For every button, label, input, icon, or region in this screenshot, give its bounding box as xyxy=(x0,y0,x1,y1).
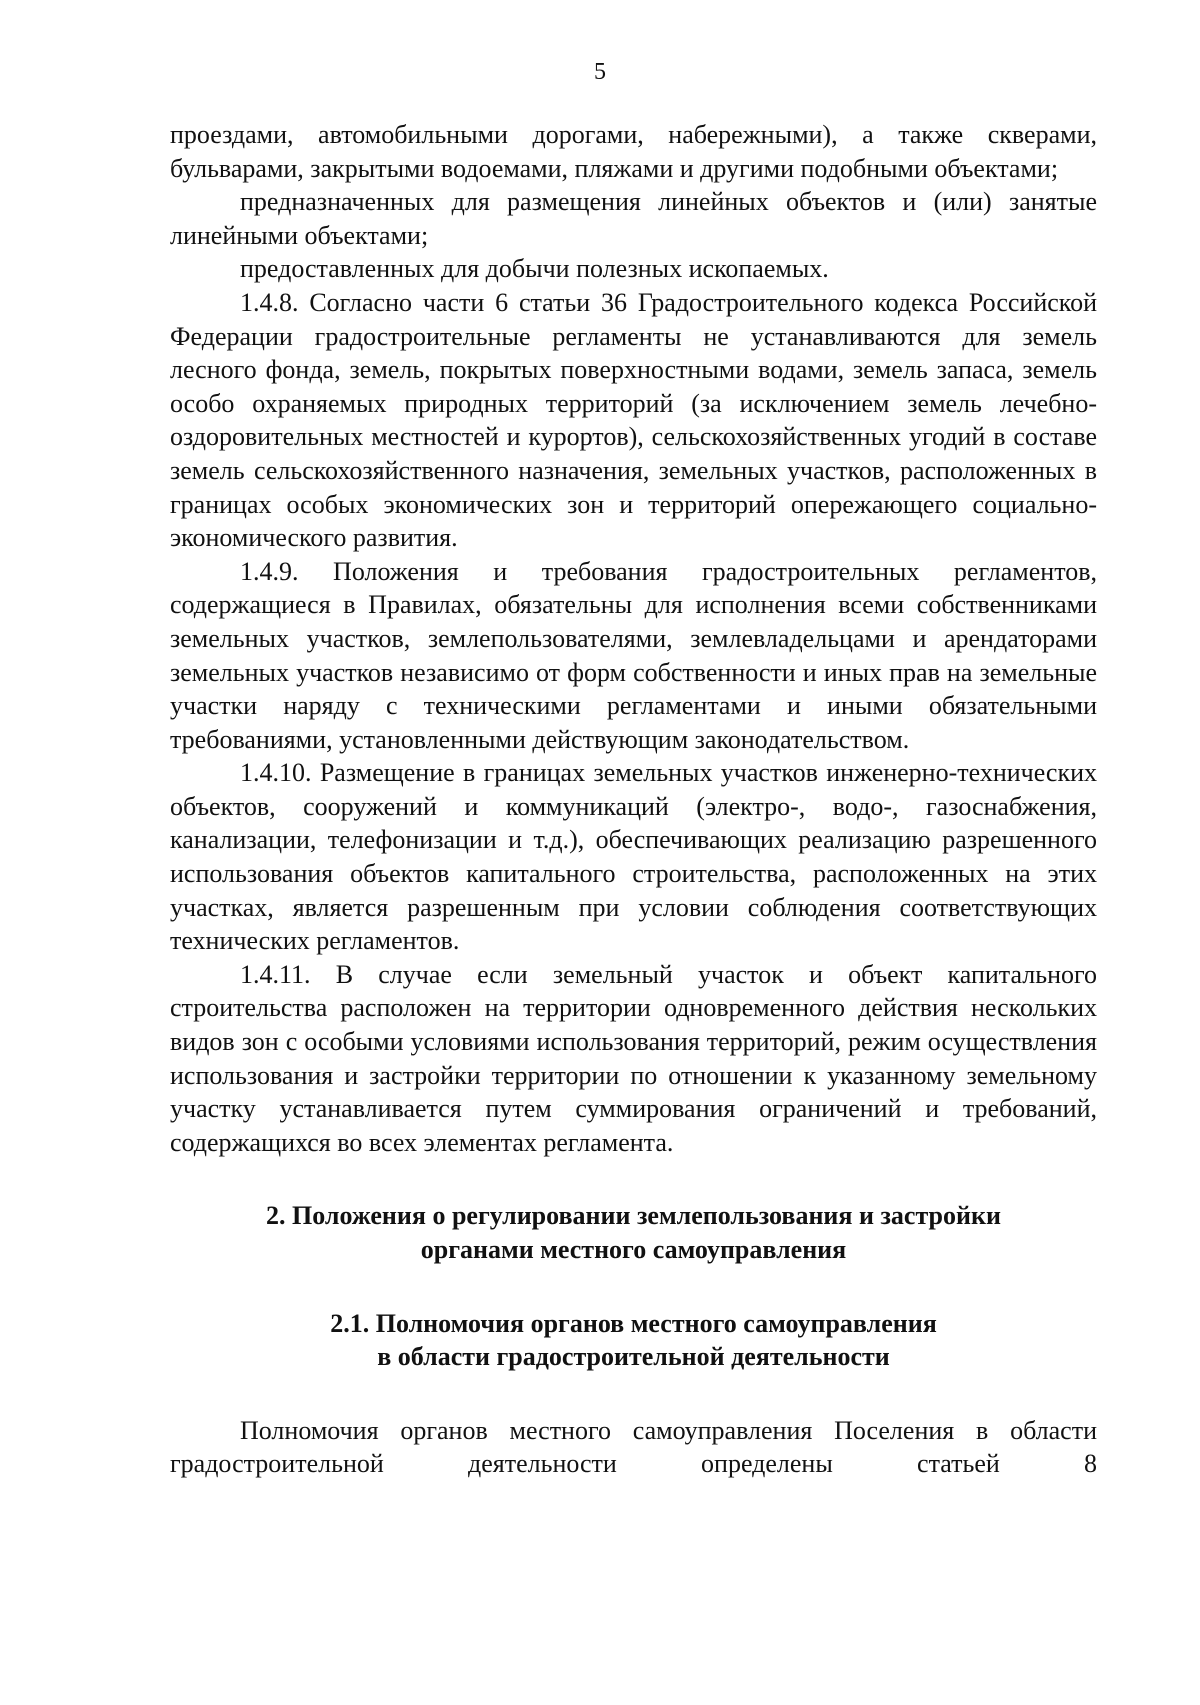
paragraph-1-4-10: 1.4.10. Размещение в границах земельных участков инженерно-технических объектов, сооружений и коммуникаций (электро-, водо-, газоснабжения, канализации, телефонизации и т.д.), обеспечивающих реализацию разрешенного использования объектов капитального строительства, расположенных на этих участках, является разрешенным при условии соблюдения соответствующих технических регламентов. xyxy=(170,758,1097,956)
paragraph-1-4-9: 1.4.9. Положения и требования градостроительных регламентов, содержащиеся в Правилах, обязательны для исполнения всеми собственниками земельных участков, землепользователями, землевладельцами и арендаторами земельных участков независимо от форм собственности и иных прав на земельные участки наряду с техническими регламентами и иными обязательными требованиями, установленными действующим законодательством. xyxy=(170,556,1097,754)
paragraph-1-4-8: 1.4.8. Согласно части 6 статьи 36 Градостроительного кодекса Российской Федерации градостроительные регламенты не устанавливаются для земель лесного фонда, земель, покрытых поверхностными водами, земель запаса, земель особо охраняемых природных территорий (за исключением земель лечебно-оздоровительных местностей и курортов), сельскохозяйственных угодий в составе земель сельскохозяйственного назначения, земельных участков, расположенных в границах особых экономических зон и территорий опережающего социально-экономического развития. xyxy=(170,287,1097,553)
subsection-heading-line2: в области градостроительной деятельности xyxy=(377,1342,890,1372)
paragraph-1-4-11: 1.4.11. В случае если земельный участок и объект капитального строительства расположен на территории одновременного действия нескольких видов зон с особыми условиями использования территорий, режим осуществления использования и застройки территории по отношении к указанному земельному участку устанавливается путем суммирования ограничений и требований, содержащихся во всех элементах регламента. xyxy=(170,959,1097,1157)
section-heading xyxy=(170,1199,1097,1266)
subsection-heading-line1: 2.1. Полномочия органов местного самоуправления xyxy=(330,1308,937,1338)
section-heading-line1: 2. Положения о регулировании землепользования и застройки xyxy=(266,1201,1001,1231)
document-body xyxy=(170,118,1097,1481)
subsection-heading xyxy=(170,1307,1097,1374)
paragraph-powers: Полномочия органов местного самоуправления Поселения в области градостроительной деятельности определены статьей 8 xyxy=(170,1415,1097,1479)
paragraph-mineral-extraction: предоставленных для добычи полезных ископаемых. xyxy=(240,254,829,284)
page-number: 5 xyxy=(594,59,606,85)
paragraph-continuation: проездами, автомобильными дорогами, набережными), а также скверами, бульварами, закрытыми водоемами, пляжами и другими подобными объектами; xyxy=(170,120,1097,183)
paragraph-linear-objects: предназначенных для размещения линейных объектов и (или) занятые линейными объектами; xyxy=(170,187,1097,250)
section-heading-line2: органами местного самоуправления xyxy=(420,1235,847,1264)
